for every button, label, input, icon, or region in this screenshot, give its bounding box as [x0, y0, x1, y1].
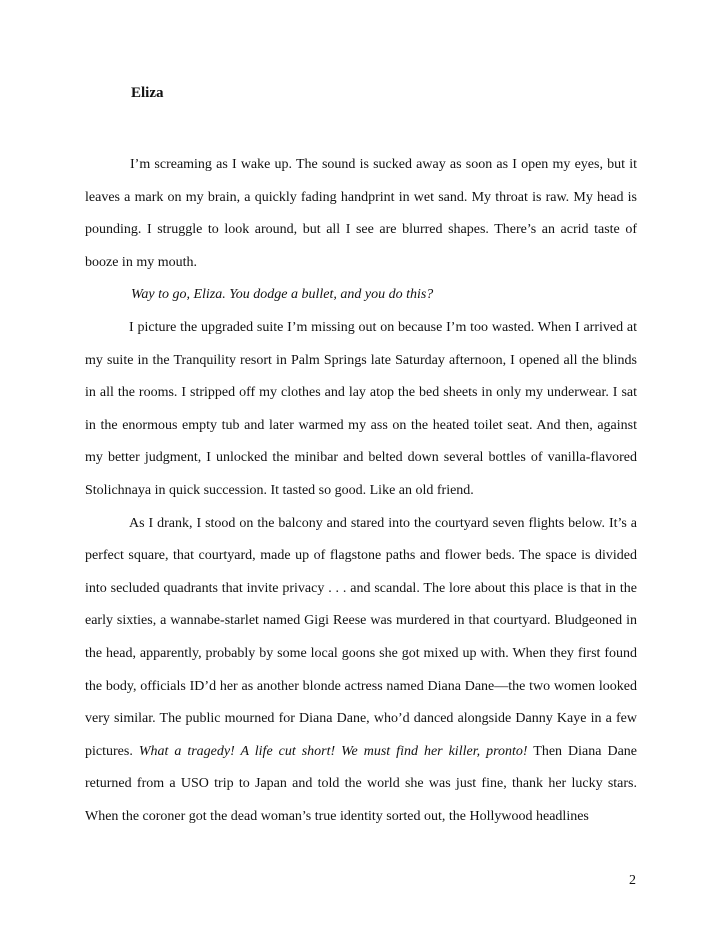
paragraph-4 — [85, 508, 637, 834]
chapter-heading: Eliza — [131, 85, 164, 101]
paragraph-4-text-before: As I drank, I stood on the balcony and stared into the courtyard seven flights below. It’s a perfect square, that courtyard, made up of flagstone paths and flower beds. The space is divided into secluded quadrants that invite privacy . . . and scandal. The lore about this place is that in the early sixties, a wannabe-starlet named Gigi Reese was murdered in that courtyard. Bludgeoned in the head, apparently, probably by some local goons she got mixed up with. When they first found the body, officials ID’d her as another blonde actress named Diana Dane—the two women looked very similar. The public mourned for Diana Dane, who’d danced alongside Danny Kaye in a few pictures. — [85, 515, 637, 759]
paragraph-4-italic-quote: What a tragedy! A life cut short! We must find her killer, pronto! — [138, 743, 528, 759]
page-number: 2 — [629, 873, 636, 888]
paragraph-4-text-after: Then Diana Dane returned from a USO trip to Japan and told the world she was just fine, thank her lucky stars. When the coroner got the dead woman’s true identity sorted out, the Hollywood headlines — [85, 743, 637, 824]
paragraph-2-italic-thought: Way to go, Eliza. You dodge a bullet, and you do this? — [131, 287, 434, 303]
paragraph-1: I’m screaming as I wake up. The sound is sucked away as soon as I open my eyes, but it leaves a mark on my brain, a quickly fading handprint in wet sand. My throat is raw. My head is pounding. I struggle to look around, but all I see are blurred shapes. There’s an acrid taste of booze in my mouth. — [85, 157, 637, 270]
paragraph-3: I picture the upgraded suite I’m missing out on because I’m too wasted. When I arrived at my suite in the Tranquility resort in Palm Springs late Saturday afternoon, I opened all the blinds in all the rooms. I stripped off my clothes and lay atop the bed sheets in only my underwear. I sat in the enormous empty tub and later warmed my ass on the heated toilet seat. And then, against my better judgment, I unlocked the minibar and belted down several bottles of vanilla-flavored Stolichnaya in quick succession. It tasted so good. Like an old friend. — [85, 319, 637, 498]
body-text — [85, 149, 637, 833]
